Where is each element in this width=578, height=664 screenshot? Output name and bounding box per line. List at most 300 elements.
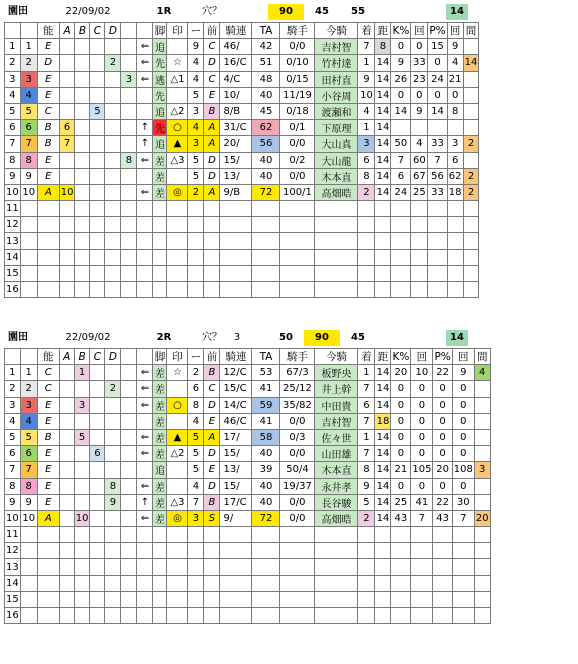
empty-cell bbox=[474, 543, 490, 559]
m-cell: 6 bbox=[188, 381, 204, 397]
gate-number: 5 bbox=[20, 103, 37, 119]
empty-cell bbox=[188, 559, 204, 575]
col-e bbox=[121, 55, 137, 71]
col-d bbox=[105, 365, 121, 381]
ta-value: 40 bbox=[252, 494, 280, 510]
empty-cell bbox=[428, 201, 447, 217]
row-number: 7 bbox=[5, 136, 21, 152]
empty-cell bbox=[137, 282, 153, 298]
kai-1: 9 bbox=[411, 103, 428, 119]
col-header: 回 bbox=[411, 23, 428, 39]
mark-cell: ☆ bbox=[167, 365, 188, 381]
row-number: 3 bbox=[5, 397, 21, 413]
col-e: 8 bbox=[121, 152, 137, 168]
empty-cell bbox=[20, 265, 37, 281]
table-row bbox=[5, 591, 491, 607]
empty-cell bbox=[252, 233, 280, 249]
kai-2: 21 bbox=[447, 71, 463, 87]
interval: 14 bbox=[463, 55, 479, 71]
empty-cell bbox=[375, 217, 391, 233]
jockey-combo: 46/ bbox=[220, 39, 252, 55]
col-header: 騎連 bbox=[220, 349, 252, 365]
empty-cell bbox=[220, 249, 252, 265]
row-number: 11 bbox=[5, 527, 21, 543]
empty-cell bbox=[37, 559, 59, 575]
mark-cell bbox=[167, 478, 188, 494]
empty-cell bbox=[90, 249, 105, 265]
col-d bbox=[105, 152, 121, 168]
col-header: TA bbox=[252, 23, 280, 39]
mark-cell bbox=[167, 39, 188, 55]
empty-cell bbox=[280, 608, 315, 624]
col-header: 回 bbox=[447, 23, 463, 39]
empty-cell bbox=[375, 608, 391, 624]
empty-cell bbox=[59, 233, 75, 249]
table-row bbox=[5, 282, 479, 298]
empty-cell bbox=[411, 543, 433, 559]
m-cell: 4 bbox=[188, 478, 204, 494]
kai-2: 0 bbox=[452, 446, 474, 462]
col-a bbox=[59, 103, 75, 119]
prev-rank: E bbox=[204, 413, 220, 429]
empty-cell bbox=[37, 233, 59, 249]
empty-cell bbox=[105, 543, 121, 559]
interval bbox=[474, 429, 490, 445]
col-a bbox=[59, 478, 74, 494]
empty-cell bbox=[391, 282, 411, 298]
header-date: 22/09/02 bbox=[65, 6, 111, 17]
row-number: 16 bbox=[5, 282, 21, 298]
empty-cell bbox=[452, 575, 474, 591]
empty-cell bbox=[20, 282, 37, 298]
gate-number: 10 bbox=[20, 184, 37, 200]
empty-cell bbox=[315, 543, 358, 559]
col-c bbox=[90, 39, 105, 55]
kai-1: 0 bbox=[411, 478, 433, 494]
col-c bbox=[90, 462, 105, 478]
empty-cell bbox=[252, 282, 280, 298]
empty-cell bbox=[358, 591, 375, 607]
empty-cell bbox=[121, 249, 137, 265]
distance: 14 bbox=[375, 446, 391, 462]
empty-cell bbox=[188, 217, 204, 233]
empty-cell bbox=[391, 559, 411, 575]
finish: 7 bbox=[358, 446, 375, 462]
header-h7: 14 bbox=[446, 330, 468, 346]
col-b bbox=[75, 168, 90, 184]
empty-cell bbox=[121, 217, 137, 233]
prev-rank: B bbox=[204, 494, 220, 510]
arrow-icon: ⇐ bbox=[137, 510, 153, 526]
jockey-combo: 8/B bbox=[220, 103, 252, 119]
table-row bbox=[5, 575, 491, 591]
prev-rank: C bbox=[204, 71, 220, 87]
empty-cell bbox=[447, 217, 463, 233]
col-header: P% bbox=[433, 349, 452, 365]
jockey-stats: 25/12 bbox=[280, 381, 315, 397]
col-e bbox=[121, 413, 137, 429]
kai-1: 41 bbox=[411, 494, 433, 510]
race-block-1 bbox=[0, 4, 578, 324]
ta-value: 39 bbox=[252, 462, 280, 478]
col-b bbox=[75, 39, 90, 55]
empty-cell bbox=[167, 591, 188, 607]
style-cell: 差 bbox=[153, 397, 167, 413]
empty-cell bbox=[452, 559, 474, 575]
interval bbox=[474, 446, 490, 462]
kai-1 bbox=[411, 120, 428, 136]
empty-cell bbox=[428, 233, 447, 249]
empty-cell bbox=[37, 282, 59, 298]
kai-1: 4 bbox=[411, 136, 428, 152]
col-b: 5 bbox=[74, 429, 90, 445]
empty-cell bbox=[411, 527, 433, 543]
jockey-combo: 9/ bbox=[220, 510, 252, 526]
finish: 8 bbox=[358, 462, 375, 478]
header-h5: 90 bbox=[304, 330, 340, 346]
jockey-name: 山田雄 bbox=[315, 446, 358, 462]
row-number: 14 bbox=[5, 249, 21, 265]
empty-cell bbox=[105, 591, 121, 607]
kai-2: 0 bbox=[452, 381, 474, 397]
jockey-combo: 14/C bbox=[220, 397, 252, 413]
arrow-icon: ⇐ bbox=[137, 152, 153, 168]
col-c bbox=[90, 55, 105, 71]
p-pct: 0 bbox=[433, 478, 452, 494]
interval bbox=[463, 152, 479, 168]
row-number: 4 bbox=[5, 87, 21, 103]
empty-cell bbox=[358, 249, 375, 265]
row-number: 12 bbox=[5, 543, 21, 559]
ta-value: 72 bbox=[252, 510, 280, 526]
jockey-combo: 16/C bbox=[220, 55, 252, 71]
finish: 2 bbox=[358, 184, 375, 200]
kai-2: 6 bbox=[447, 152, 463, 168]
col-b bbox=[74, 494, 90, 510]
empty-cell bbox=[447, 282, 463, 298]
empty-cell bbox=[433, 591, 452, 607]
kai-2: 18 bbox=[447, 184, 463, 200]
p-pct: 33 bbox=[428, 184, 447, 200]
ability-rank: E bbox=[37, 168, 59, 184]
jockey-combo: 46/C bbox=[220, 413, 252, 429]
mark-cell: ☆ bbox=[167, 55, 188, 71]
finish: 1 bbox=[358, 429, 375, 445]
empty-cell bbox=[188, 527, 204, 543]
col-header bbox=[137, 349, 153, 365]
distance: 8 bbox=[375, 39, 391, 55]
finish: 7 bbox=[358, 413, 375, 429]
prev-rank: D bbox=[204, 397, 220, 413]
table-row bbox=[5, 103, 479, 119]
empty-cell bbox=[153, 249, 167, 265]
empty-cell bbox=[153, 575, 167, 591]
empty-cell bbox=[90, 527, 105, 543]
empty-cell bbox=[75, 217, 90, 233]
empty-cell bbox=[204, 249, 220, 265]
empty-cell bbox=[204, 201, 220, 217]
empty-cell bbox=[153, 265, 167, 281]
empty-cell bbox=[59, 265, 75, 281]
empty-cell bbox=[75, 201, 90, 217]
empty-cell bbox=[391, 201, 411, 217]
table-row bbox=[5, 233, 479, 249]
empty-cell bbox=[59, 575, 74, 591]
gate-number: 1 bbox=[20, 39, 37, 55]
style-cell: 差 bbox=[153, 365, 167, 381]
gate-number: 7 bbox=[20, 462, 37, 478]
k-pct: 0 bbox=[391, 381, 411, 397]
col-a bbox=[59, 39, 75, 55]
empty-cell bbox=[375, 201, 391, 217]
col-c bbox=[90, 510, 105, 526]
col-d: 2 bbox=[105, 381, 121, 397]
arrow-icon: ↑ bbox=[137, 136, 153, 152]
kai-1: 0 bbox=[411, 397, 433, 413]
empty-cell bbox=[391, 527, 411, 543]
table-row bbox=[5, 478, 491, 494]
k-pct: 24 bbox=[391, 184, 411, 200]
jockey-combo: 9/B bbox=[220, 184, 252, 200]
empty-cell bbox=[428, 282, 447, 298]
empty-cell bbox=[121, 559, 137, 575]
empty-cell bbox=[280, 591, 315, 607]
col-e bbox=[121, 478, 137, 494]
prev-rank: D bbox=[204, 168, 220, 184]
empty-cell bbox=[137, 201, 153, 217]
p-pct: 0 bbox=[433, 397, 452, 413]
empty-cell bbox=[37, 265, 59, 281]
kai-2 bbox=[447, 120, 463, 136]
empty-cell bbox=[474, 527, 490, 543]
arrow-icon: ↑ bbox=[137, 494, 153, 510]
col-d bbox=[105, 397, 121, 413]
m-cell: 3 bbox=[188, 103, 204, 119]
ability-rank: C bbox=[37, 381, 59, 397]
header-track: 園田 bbox=[8, 332, 28, 343]
ability-rank: E bbox=[37, 478, 59, 494]
empty-cell bbox=[59, 249, 75, 265]
finish: 8 bbox=[358, 168, 375, 184]
interval bbox=[474, 397, 490, 413]
empty-cell bbox=[74, 527, 90, 543]
prev-rank: A bbox=[204, 429, 220, 445]
empty-cell bbox=[452, 543, 474, 559]
col-a bbox=[59, 87, 75, 103]
empty-cell bbox=[137, 591, 153, 607]
gate-number: 3 bbox=[20, 71, 37, 87]
col-header: 騎連 bbox=[220, 23, 252, 39]
jockey-stats: 67/3 bbox=[280, 365, 315, 381]
distance: 14 bbox=[375, 365, 391, 381]
empty-cell bbox=[315, 249, 358, 265]
col-header: B bbox=[75, 23, 90, 39]
header-h7: 14 bbox=[446, 4, 468, 20]
col-c bbox=[90, 136, 105, 152]
jockey-combo: 13/ bbox=[220, 462, 252, 478]
empty-cell bbox=[204, 265, 220, 281]
empty-cell bbox=[204, 527, 220, 543]
row-number: 8 bbox=[5, 478, 21, 494]
gate-number: 5 bbox=[20, 429, 37, 445]
empty-cell bbox=[137, 249, 153, 265]
jockey-combo: 17/C bbox=[220, 494, 252, 510]
jockey-combo: 15/ bbox=[220, 152, 252, 168]
empty-cell bbox=[59, 559, 74, 575]
prev-rank: C bbox=[204, 381, 220, 397]
empty-cell bbox=[121, 608, 137, 624]
empty-cell bbox=[280, 233, 315, 249]
empty-cell bbox=[474, 591, 490, 607]
empty-cell bbox=[121, 282, 137, 298]
col-c bbox=[90, 87, 105, 103]
empty-cell bbox=[358, 575, 375, 591]
jockey-name: 下原理 bbox=[315, 120, 358, 136]
table-row bbox=[5, 365, 491, 381]
col-d: 8 bbox=[105, 478, 121, 494]
empty-cell bbox=[204, 608, 220, 624]
empty-cell bbox=[315, 265, 358, 281]
empty-cell bbox=[105, 217, 121, 233]
empty-cell bbox=[167, 559, 188, 575]
ability-rank: E bbox=[37, 494, 59, 510]
empty-cell bbox=[452, 527, 474, 543]
prev-rank: D bbox=[204, 446, 220, 462]
mark-cell: △3 bbox=[167, 152, 188, 168]
col-c: 6 bbox=[90, 446, 105, 462]
col-b bbox=[75, 184, 90, 200]
p-pct: 15 bbox=[428, 39, 447, 55]
gate-number: 9 bbox=[20, 494, 37, 510]
col-a bbox=[59, 71, 75, 87]
jockey-name: 吉村智 bbox=[315, 413, 358, 429]
ability-rank: C bbox=[37, 365, 59, 381]
style-cell: 差 bbox=[153, 429, 167, 445]
finish: 10 bbox=[358, 87, 375, 103]
m-cell: 7 bbox=[188, 494, 204, 510]
row-number: 13 bbox=[5, 559, 21, 575]
race-table bbox=[4, 348, 491, 624]
col-header: 今騎 bbox=[315, 23, 358, 39]
ta-value: 51 bbox=[252, 55, 280, 71]
empty-cell bbox=[121, 543, 137, 559]
arrow-icon bbox=[137, 103, 153, 119]
p-pct: 43 bbox=[433, 510, 452, 526]
style-cell: 先 bbox=[153, 87, 167, 103]
col-e bbox=[121, 136, 137, 152]
m-cell: 3 bbox=[188, 136, 204, 152]
table-row bbox=[5, 494, 491, 510]
col-b bbox=[74, 462, 90, 478]
col-header: 距 bbox=[375, 349, 391, 365]
col-header: 能 bbox=[37, 349, 59, 365]
gate-number: 1 bbox=[20, 365, 37, 381]
jockey-name: 大山真 bbox=[315, 136, 358, 152]
k-pct: 9 bbox=[391, 55, 411, 71]
col-header: 脚 bbox=[153, 23, 167, 39]
jockey-name: 高畑晧 bbox=[315, 184, 358, 200]
jockey-stats: 11/19 bbox=[280, 87, 315, 103]
gate-number: 4 bbox=[20, 87, 37, 103]
distance: 14 bbox=[375, 136, 391, 152]
empty-cell bbox=[37, 543, 59, 559]
col-e bbox=[121, 39, 137, 55]
jockey-name: 木本直 bbox=[315, 168, 358, 184]
col-b: 3 bbox=[74, 397, 90, 413]
empty-cell bbox=[167, 249, 188, 265]
col-header: TA bbox=[252, 349, 280, 365]
table-row bbox=[5, 413, 491, 429]
empty-cell bbox=[167, 575, 188, 591]
k-pct bbox=[391, 120, 411, 136]
interval: 2 bbox=[463, 136, 479, 152]
finish: 2 bbox=[358, 510, 375, 526]
jockey-combo: 12/C bbox=[220, 365, 252, 381]
ta-value: 41 bbox=[252, 413, 280, 429]
empty-cell bbox=[90, 591, 105, 607]
table-row bbox=[5, 381, 491, 397]
distance: 14 bbox=[375, 87, 391, 103]
col-header: 回 bbox=[411, 349, 433, 365]
gate-number: 2 bbox=[20, 381, 37, 397]
empty-cell bbox=[411, 575, 433, 591]
col-e bbox=[121, 429, 137, 445]
col-e bbox=[121, 168, 137, 184]
col-a: 7 bbox=[59, 136, 75, 152]
m-cell: 5 bbox=[188, 446, 204, 462]
empty-cell bbox=[428, 265, 447, 281]
col-e bbox=[121, 494, 137, 510]
row-number: 11 bbox=[5, 201, 21, 217]
ta-value: 72 bbox=[252, 184, 280, 200]
empty-cell bbox=[252, 527, 280, 543]
kai-1: 105 bbox=[411, 462, 433, 478]
empty-cell bbox=[358, 608, 375, 624]
m-cell: 5 bbox=[188, 152, 204, 168]
jockey-stats: 0/10 bbox=[280, 55, 315, 71]
empty-cell bbox=[391, 233, 411, 249]
empty-cell bbox=[188, 608, 204, 624]
interval: 4 bbox=[474, 365, 490, 381]
empty-cell bbox=[59, 543, 74, 559]
empty-cell bbox=[90, 233, 105, 249]
jockey-stats: 0/0 bbox=[280, 136, 315, 152]
m-cell: 4 bbox=[188, 55, 204, 71]
col-header: A bbox=[59, 23, 75, 39]
empty-cell bbox=[204, 559, 220, 575]
empty-cell bbox=[167, 217, 188, 233]
header-h6: 45 bbox=[351, 332, 365, 343]
empty-cell bbox=[252, 591, 280, 607]
interval: 2 bbox=[463, 168, 479, 184]
empty-cell bbox=[20, 217, 37, 233]
distance: 14 bbox=[375, 152, 391, 168]
empty-cell bbox=[358, 543, 375, 559]
header-h4: 50 bbox=[279, 332, 293, 343]
finish: 9 bbox=[358, 478, 375, 494]
empty-cell bbox=[74, 575, 90, 591]
gate-number: 8 bbox=[20, 478, 37, 494]
k-pct: 7 bbox=[391, 152, 411, 168]
col-b: 1 bbox=[74, 365, 90, 381]
col-c bbox=[90, 494, 105, 510]
table-row bbox=[5, 397, 491, 413]
empty-cell bbox=[411, 591, 433, 607]
ta-value: 42 bbox=[252, 39, 280, 55]
empty-cell bbox=[59, 527, 74, 543]
col-a bbox=[59, 397, 74, 413]
col-e: 3 bbox=[121, 71, 137, 87]
